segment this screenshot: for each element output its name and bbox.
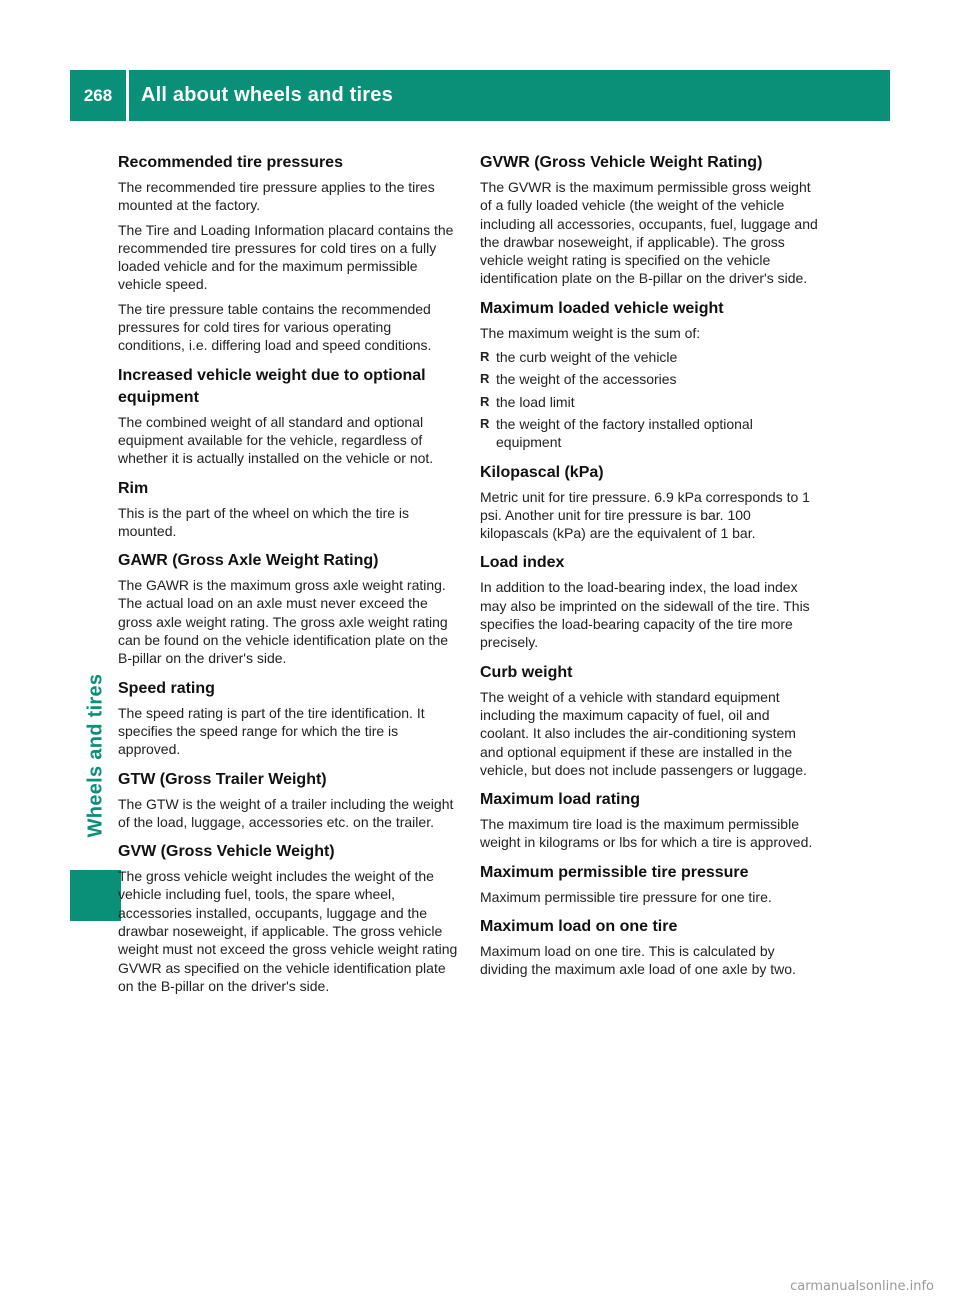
section-paragraph: Metric unit for tire pressure. 6.9 kPa corresponds to 1 psi. Another unit for tire pressure is bar. 100 kilopascals (kPa) are the equivalent of 1 bar.	[480, 488, 810, 542]
section	[118, 478, 460, 541]
section-heading: Kilopascal (kPa)	[480, 463, 604, 481]
section-heading: GAWR (Gross Axle Weight Rating)	[118, 552, 379, 570]
watermark: carmanualsonline.info	[790, 1279, 934, 1294]
section-paragraph: The recommended tire pressure applies to the tires mounted at the factory.	[118, 179, 435, 214]
section-paragraph: The GAWR is the maximum gross axle weight rating. The actual load on an axle must never exceed the gross axle weight rating. The gross axle weight rating can be found on the vehicle identification plate on the B-pillar on the driver's side.	[118, 577, 449, 667]
section-heading: Maximum load rating	[480, 791, 641, 809]
section	[480, 662, 822, 779]
section	[118, 365, 460, 468]
section-paragraph: The combined weight of all standard and optional equipment available for the vehicle, regardless of whether it is actually installed on the vehicle or not.	[118, 413, 434, 467]
section-paragraph: The maximum tire load is the maximum permissible weight in kilograms or lbs for which a tire is approved.	[480, 816, 813, 851]
section-heading: Maximum load on one tire	[480, 918, 678, 936]
side-tab-block	[70, 870, 121, 921]
list-item: R the weight of the factory installed optional equipment	[480, 415, 822, 452]
section-heading: Recommended tire pressures	[118, 154, 343, 171]
list-item: R the load limit	[480, 393, 822, 411]
section-paragraph: The weight of a vehicle with standard equipment including the maximum capacity of fuel, oil and coolant. It also includes the air-conditioning system and optional equipment if these are installed in the vehicle, but does not include passengers or luggage.	[480, 688, 807, 778]
section-paragraph: This is the part of the wheel on which the tire is mounted.	[118, 504, 410, 539]
section-paragraph: Maximum load on one tire. This is calculated by dividing the maximum axle load of one axle by two.	[480, 943, 796, 978]
section	[118, 678, 460, 759]
section-heading: Rim	[118, 479, 149, 497]
section-heading: GVW (Gross Vehicle Weight)	[118, 843, 335, 861]
section-heading: Maximum permissible tire pressure	[480, 863, 749, 881]
section-heading: Increased vehicle weight due to optional equipment	[118, 366, 426, 406]
section	[480, 916, 822, 979]
section-heading: Curb weight	[480, 663, 573, 681]
section	[480, 862, 822, 906]
list-item: R the curb weight of the vehicle	[480, 348, 822, 366]
section-heading: Speed rating	[118, 679, 215, 697]
section-paragraph: The gross vehicle weight includes the weight of the vehicle including fuel, tools, the spare wheel, accessories installed, occupants, luggage and the drawbar noseweight, if applicable. The gross vehicle weight must not exceed the gross vehicle weight rating GVWR as specified on the vehicle identification plate on the B-pillar on the driver's side.	[118, 868, 458, 994]
section-heading: Load index	[480, 554, 565, 572]
section-heading: Maximum loaded vehicle weight	[480, 299, 724, 317]
page-title: All about wheels and tires	[141, 84, 393, 106]
left-column	[118, 152, 460, 1005]
section-paragraph: The GTW is the weight of a trailer including the weight of the load, luggage, accessories etc. on the trailer.	[118, 795, 454, 830]
section-paragraph: The tire pressure table contains the recommended pressures for cold tires for various operating conditions, i.e. differing load and speed conditions.	[118, 300, 432, 354]
section	[480, 552, 822, 651]
section-heading: GTW (Gross Trailer Weight)	[118, 770, 327, 788]
list-item: R the weight of the accessories	[480, 370, 822, 388]
section	[480, 298, 822, 452]
right-column	[480, 152, 822, 989]
side-tab-text: Wheels and tires	[84, 673, 106, 837]
section-paragraph: In addition to the load-bearing index, the load index may also be imprinted on the sidewall of the tire. This specifies the load-bearing capacity of the tire more precisely.	[480, 579, 810, 651]
section-paragraph: The GVWR is the maximum permissible gross weight of a fully loaded vehicle (the weight of the vehicle including all accessories, occupants, fuel, luggage and the drawbar noseweight, if applicable). The gross vehicle weight rating is specified on the vehicle identification plate on the B-pillar on the driver's side.	[480, 179, 818, 287]
section	[118, 152, 460, 355]
bullet-list	[480, 348, 822, 451]
section-heading: GVWR (Gross Vehicle Weight Rating)	[480, 154, 763, 171]
page-number: 268	[83, 85, 113, 105]
section	[480, 789, 822, 852]
section-paragraph: Maximum permissible tire pressure for one tire.	[480, 888, 772, 905]
section-paragraph: The maximum weight is the sum of:	[480, 324, 701, 341]
section	[480, 462, 822, 543]
section-paragraph: The Tire and Loading Information placard contains the recommended tire pressures for cold tires on a fully loaded vehicle and for the maximum permissible vehicle speed.	[118, 221, 454, 293]
page-header	[70, 70, 890, 121]
section-paragraph: The speed rating is part of the tire identification. It specifies the speed range for which the tire is approved.	[118, 704, 425, 758]
side-tab-label	[70, 640, 121, 870]
section	[118, 841, 460, 995]
section	[118, 550, 460, 667]
section	[480, 152, 822, 288]
section	[118, 769, 460, 832]
